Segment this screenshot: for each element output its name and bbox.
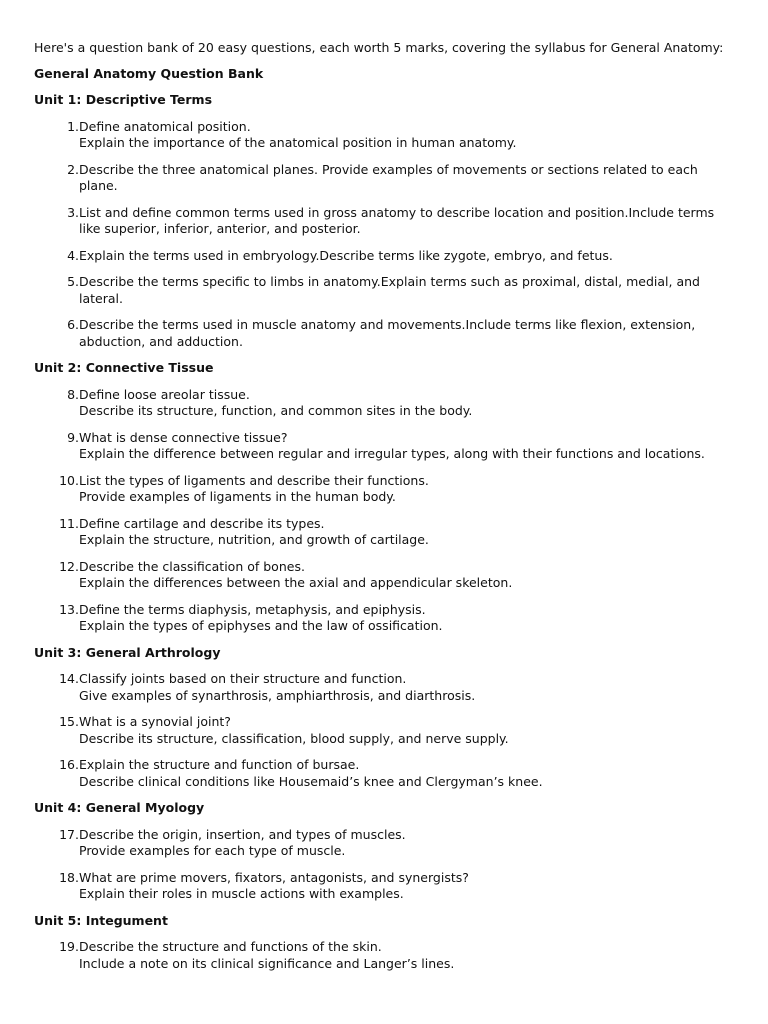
question-body	[79, 602, 738, 635]
unit-heading: Unit 3: General Arthrology	[34, 644, 221, 660]
question-number: 10.	[59, 472, 79, 488]
question-number: 4.	[67, 247, 79, 263]
question-item	[34, 757, 738, 790]
question-text-line: Provide examples for each type of muscle.	[79, 843, 346, 858]
question-list	[34, 119, 738, 351]
question-body	[79, 870, 738, 903]
question-body	[79, 516, 738, 549]
question-body	[79, 248, 738, 265]
question-number: 19.	[59, 939, 79, 954]
question-body	[79, 671, 738, 704]
question-number: 5.	[67, 274, 79, 289]
question-item	[34, 939, 738, 972]
question-body	[79, 757, 738, 790]
question-text-line: Explain the structure, nutrition, and growth of cartilage.	[79, 532, 429, 547]
question-text-line: What is a synovial joint?	[79, 714, 231, 729]
question-body	[79, 387, 738, 420]
question-body	[79, 714, 738, 747]
question-item	[34, 870, 738, 903]
question-text-line: Define loose areolar tissue.	[79, 386, 250, 402]
question-item	[34, 559, 738, 592]
question-text-line: Describe the structure and functions of the skin.	[79, 939, 382, 954]
question-number: 14.	[59, 671, 79, 686]
question-number: 3.	[67, 204, 79, 220]
question-item	[34, 430, 738, 463]
question-number: 12.	[59, 558, 79, 574]
unit-heading: Unit 1: Descriptive Terms	[34, 92, 213, 107]
question-number: 17.	[59, 826, 79, 842]
question-list	[34, 671, 738, 790]
intro-text: Here's a question bank of 20 easy questions, each worth 5 marks, covering the syllabus for General Anatomy:	[34, 40, 724, 55]
question-body	[79, 430, 738, 463]
question-text-line: Describe the classification of bones.	[79, 558, 305, 574]
question-text-line: Explain the difference between regular and irregular types, along with their functions and locations.	[79, 446, 705, 461]
question-text-line: List and define common terms used in gross anatomy to describe location and position.Include terms like superior, inferior, anterior, and posterior.	[79, 204, 715, 236]
question-text-line: Describe the terms specific to limbs in anatomy.Explain terms such as proximal, distal, medial, and lateral.	[79, 274, 700, 306]
question-number: 16.	[59, 757, 79, 772]
question-text-line: Provide examples of ligaments in the human body.	[79, 489, 396, 504]
unit-heading: Unit 2: Connective Tissue	[34, 360, 214, 375]
unit-heading: Unit 4: General Myology	[34, 800, 205, 815]
question-text-line: Classify joints based on their structure and function.	[79, 671, 407, 686]
question-item	[34, 516, 738, 549]
question-text-line: Describe clinical conditions like Housemaid’s knee and Clergyman’s knee.	[79, 773, 543, 789]
question-body	[79, 939, 738, 972]
question-item	[34, 473, 738, 506]
question-body	[79, 119, 738, 152]
question-text-line: Describe its structure, function, and common sites in the body.	[79, 403, 473, 418]
question-text-line: Explain the types of epiphyses and the law of ossification.	[79, 618, 443, 633]
units-container	[34, 92, 738, 972]
question-text-line: Explain the structure and function of bursae.	[79, 757, 360, 772]
question-text-line: Define the terms diaphysis, metaphysis, and epiphysis.	[79, 601, 426, 617]
question-list	[34, 387, 738, 635]
question-item	[34, 205, 738, 238]
question-list	[34, 939, 738, 972]
question-text-line: Describe the terms used in muscle anatomy and movements.Include terms like flexion, extension, abduction, and adduction.	[79, 317, 696, 349]
question-text-line: What are prime movers, fixators, antagonists, and synergists?	[79, 869, 469, 885]
question-text-line: What is dense connective tissue?	[79, 429, 288, 445]
question-body	[79, 162, 738, 195]
question-text-line: Explain the terms used in embryology.Describe terms like zygote, embryo, and fetus.	[79, 247, 613, 263]
question-body	[79, 559, 738, 592]
question-body	[79, 205, 738, 238]
question-item	[34, 827, 738, 860]
unit-heading: Unit 5: Integument	[34, 912, 168, 928]
question-item	[34, 671, 738, 704]
question-text-line: Explain their roles in muscle actions with examples.	[79, 886, 404, 901]
question-item	[34, 317, 738, 350]
question-text-line: Include a note on its clinical significance and Langer’s lines.	[79, 955, 455, 971]
question-text-line: Explain the differences between the axial and appendicular skeleton.	[79, 575, 513, 590]
question-text-line: List the types of ligaments and describe their functions.	[79, 472, 429, 488]
question-text-line: Describe the origin, insertion, and types of muscles.	[79, 826, 406, 842]
question-number: 15.	[59, 714, 79, 729]
question-number: 11.	[59, 515, 79, 531]
question-item	[34, 714, 738, 747]
question-number: 2.	[67, 161, 79, 177]
question-number: 6.	[67, 317, 79, 332]
question-body	[79, 317, 738, 350]
question-item	[34, 387, 738, 420]
question-item	[34, 274, 738, 307]
question-number: 1.	[67, 118, 79, 134]
question-item	[34, 119, 738, 152]
question-number: 13.	[59, 601, 79, 617]
question-body	[79, 473, 738, 506]
question-item	[34, 602, 738, 635]
question-number: 9.	[67, 429, 79, 445]
question-text-line: Describe the three anatomical planes. Provide examples of movements or sections related to each plane.	[79, 161, 698, 193]
question-text-line: Give examples of synarthrosis, amphiarthrosis, and diarthrosis.	[79, 687, 476, 703]
question-text-line: Explain the importance of the anatomical position in human anatomy.	[79, 135, 517, 150]
question-body	[79, 827, 738, 860]
question-body	[79, 274, 738, 307]
question-item	[34, 248, 738, 265]
question-number: 18.	[59, 869, 79, 885]
question-text-line: Define anatomical position.	[79, 118, 251, 134]
question-number: 8.	[67, 386, 79, 402]
document-title: General Anatomy Question Bank	[34, 65, 264, 81]
question-text-line: Describe its structure, classification, blood supply, and nerve supply.	[79, 730, 509, 746]
question-item	[34, 162, 738, 195]
question-list	[34, 827, 738, 903]
question-text-line: Define cartilage and describe its types.	[79, 515, 325, 531]
